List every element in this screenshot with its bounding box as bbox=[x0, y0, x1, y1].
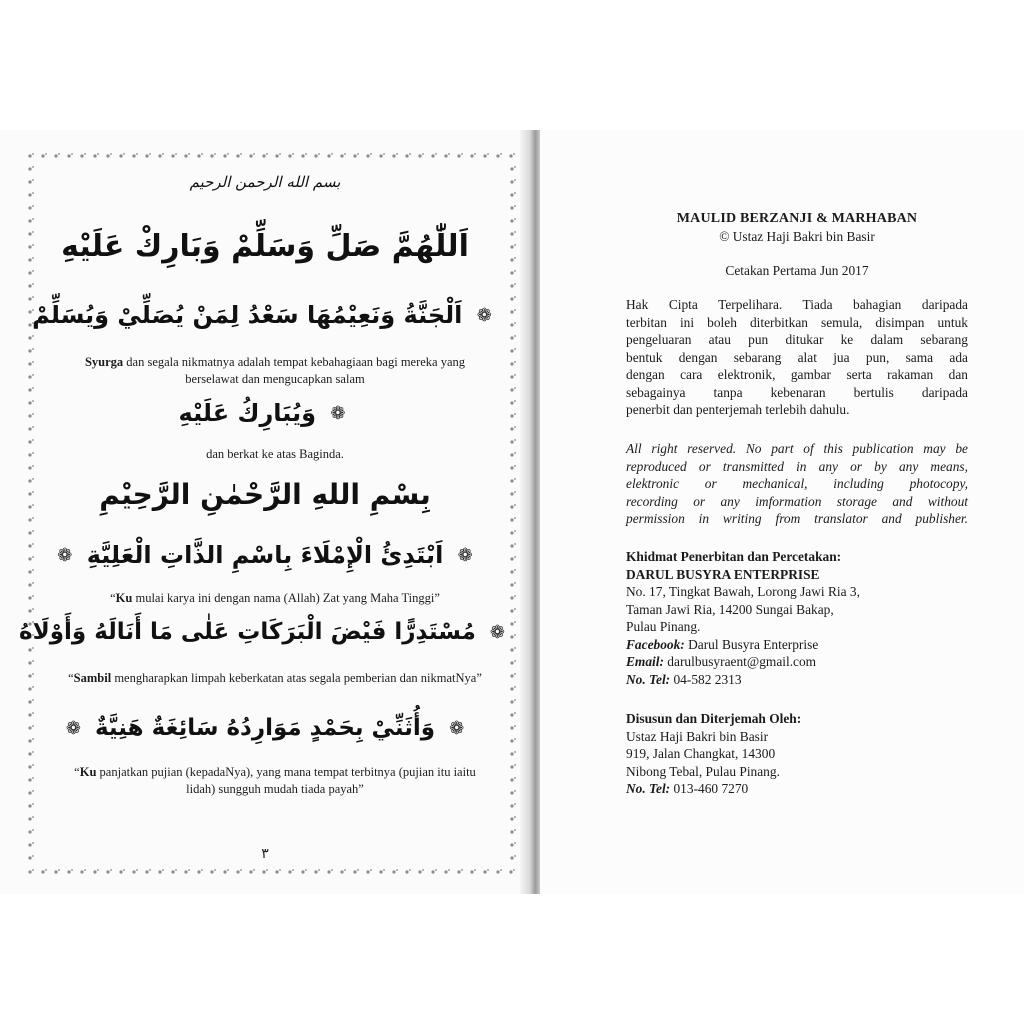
copyright-malay-line: penerbit dan penterjemah terlebih dahulu. bbox=[626, 402, 850, 417]
border-ornament bbox=[510, 426, 516, 431]
publisher-email bbox=[626, 653, 968, 671]
verse-3-flower-icon-right: ❁ bbox=[57, 545, 73, 567]
border-ornament bbox=[510, 803, 516, 808]
publisher-facebook bbox=[626, 636, 968, 654]
verse-4-bold-word: Sambil bbox=[73, 671, 112, 685]
border-ornament bbox=[262, 153, 268, 158]
border-ornament bbox=[28, 153, 34, 158]
border-ornament bbox=[510, 439, 516, 444]
border-ornament bbox=[510, 296, 516, 301]
border-ornament bbox=[171, 153, 177, 158]
border-ornament bbox=[510, 348, 516, 353]
border-ornament bbox=[28, 647, 34, 652]
verse-5-open-quote: “ bbox=[74, 765, 80, 779]
border-ornament bbox=[510, 764, 516, 769]
bismillah-calligraphy: بسم الله الرحمن الرحيم bbox=[189, 173, 341, 191]
border-ornament bbox=[327, 869, 333, 874]
border-ornament bbox=[28, 205, 34, 210]
border-ornament bbox=[236, 153, 242, 158]
border-ornament bbox=[483, 869, 489, 874]
border-ornament bbox=[510, 673, 516, 678]
border-ornament bbox=[28, 829, 34, 834]
publisher-address-line: No. 17, Tingkat Bawah, Lorong Jawi Ria 3, bbox=[626, 584, 860, 599]
border-ornament bbox=[510, 829, 516, 834]
border-ornament bbox=[28, 348, 34, 353]
verse-1-translation bbox=[60, 354, 490, 388]
page-number: ٣ bbox=[261, 846, 269, 862]
border-ornament bbox=[366, 153, 372, 158]
border-ornament bbox=[28, 816, 34, 821]
border-ornament bbox=[496, 153, 502, 158]
border-ornament bbox=[28, 192, 34, 197]
border-ornament bbox=[41, 869, 47, 874]
border-ornament bbox=[510, 374, 516, 379]
copyright-english-line: permission in writing from translator and publisher. bbox=[626, 511, 968, 526]
border-ornament bbox=[93, 153, 99, 158]
publisher-address-line: Taman Jawi Ria, 14200 Sungai Bakap, bbox=[626, 601, 834, 617]
border-ornament bbox=[510, 686, 516, 691]
border-ornament bbox=[275, 869, 281, 874]
copyright-malay-line: terbitan ini boleh diterbitkan semula, disimpan untuk bbox=[626, 314, 968, 330]
border-ornament bbox=[223, 869, 229, 874]
border-ornament bbox=[510, 751, 516, 756]
border-ornament bbox=[379, 153, 385, 158]
border-ornament bbox=[288, 869, 294, 874]
right-page bbox=[540, 130, 1024, 894]
border-ornament bbox=[80, 153, 86, 158]
verse-3-arabic bbox=[0, 542, 530, 568]
border-ornament bbox=[28, 218, 34, 223]
publisher-name: DARUL BUSYRA ENTERPRISE bbox=[626, 566, 820, 582]
border-ornament bbox=[28, 387, 34, 392]
border-ornament bbox=[392, 153, 398, 158]
bismillah-heading: بِسْمِ اللهِ الرَّحْمٰنِ الرَّحِيْمِ bbox=[99, 478, 431, 511]
verse-3-translation bbox=[60, 590, 490, 607]
border-ornament bbox=[510, 777, 516, 782]
publisher-heading: Khidmat Penerbitan dan Percetakan: bbox=[626, 549, 842, 564]
border-ornament bbox=[28, 699, 34, 704]
border-ornament bbox=[379, 869, 385, 874]
border-ornament bbox=[510, 790, 516, 795]
border-ornament bbox=[210, 153, 216, 158]
verse-1-bold-word: Syurga bbox=[84, 355, 124, 369]
border-ornament bbox=[510, 569, 516, 574]
border-ornament bbox=[197, 153, 203, 158]
verse-2-translation: dan berkat ke atas Baginda. bbox=[206, 447, 344, 461]
border-ornament bbox=[132, 869, 138, 874]
border-ornament bbox=[28, 283, 34, 288]
translator-tel bbox=[626, 780, 968, 798]
verse-4-open-quote: “ bbox=[68, 671, 74, 685]
border-ornament bbox=[171, 869, 177, 874]
border-ornament bbox=[510, 530, 516, 535]
border-ornament bbox=[314, 153, 320, 158]
border-ornament bbox=[54, 869, 60, 874]
border-ornament bbox=[405, 153, 411, 158]
verse-1-text: dan segala nikmatnya adalah tempat kebahagiaan bagi mereka yang berselawat dan mengucapkan salam bbox=[123, 355, 466, 386]
border-ornament bbox=[28, 751, 34, 756]
facebook-value: Darul Busyra Enterprise bbox=[684, 636, 819, 652]
verse-5-translation bbox=[60, 764, 490, 798]
border-ornament bbox=[353, 869, 359, 874]
tel-value: 04-582 2313 bbox=[670, 671, 742, 687]
border-ornament bbox=[509, 869, 515, 874]
translator-tel-label: No. Tel: bbox=[626, 781, 671, 796]
border-ornament bbox=[301, 153, 307, 158]
copyright-malay-line: bentuk dengan sebarang alat jua pun, sama ada bbox=[626, 349, 968, 365]
border-ornament bbox=[28, 530, 34, 535]
salawat-heading: اَللّٰهُمَّ صَلِّ وَسَلِّمْ وَبَارِكْ عَلَيْهِ bbox=[61, 229, 469, 264]
border-ornament bbox=[301, 869, 307, 874]
verse-3-arabic-text: اَبْتَدِئُ الْإِمْلَاءَ بِاسْمِ الذَّاتِ الْعَلِيَّةِ bbox=[86, 541, 444, 569]
translator-heading: Disusun dan Diterjemah Oleh: bbox=[626, 711, 802, 726]
border-ornament bbox=[405, 869, 411, 874]
book-spread bbox=[0, 130, 1024, 894]
border-ornament bbox=[145, 869, 151, 874]
verse-5-arabic bbox=[0, 716, 530, 741]
border-ornament bbox=[197, 869, 203, 874]
verse-4-arabic bbox=[0, 620, 530, 645]
border-ornament bbox=[28, 803, 34, 808]
border-ornament bbox=[54, 153, 60, 158]
border-ornament bbox=[510, 452, 516, 457]
border-ornament bbox=[119, 153, 125, 158]
border-ornament bbox=[418, 869, 424, 874]
verse-3-open-quote: “ bbox=[110, 591, 116, 605]
copyright-malay-line: pengeluaran atau pun ditukar ke dalam sebarang bbox=[626, 332, 968, 347]
verse-5-arabic-text: وَأُثَنِّيْ بِحَمْدٍ مَوَارِدُهُ سَائِغَةٌ هَنِيَّةٌ bbox=[94, 715, 436, 741]
border-ornament bbox=[510, 335, 516, 340]
border-ornament bbox=[28, 270, 34, 275]
border-ornament bbox=[510, 660, 516, 665]
border-ornament bbox=[28, 439, 34, 444]
translator-tel-value: 013-460 7270 bbox=[670, 781, 749, 796]
border-ornament bbox=[28, 673, 34, 678]
left-page bbox=[0, 130, 530, 894]
border-ornament bbox=[106, 153, 112, 158]
tel-label: No. Tel: bbox=[626, 671, 671, 687]
border-ornament bbox=[470, 153, 476, 158]
border-ornament bbox=[28, 361, 34, 366]
border-ornament bbox=[510, 517, 516, 522]
verse-4-translation bbox=[60, 670, 490, 687]
border-ornament bbox=[431, 153, 437, 158]
verse-5-flower-icon-right: ❁ bbox=[65, 717, 81, 739]
publisher-tel bbox=[626, 671, 968, 689]
verse-2-arabic bbox=[0, 400, 530, 426]
border-ornament bbox=[340, 153, 346, 158]
verse-3-bold-word: Ku bbox=[115, 591, 133, 605]
verse-4-text: mengharapkan limpah keberkatan atas segala pemberian dan nikmatNya” bbox=[111, 671, 482, 685]
translator-line: 919, Jalan Changkat, 14300 bbox=[626, 746, 776, 761]
border-ornament bbox=[249, 869, 255, 874]
border-ornament bbox=[132, 153, 138, 158]
border-ornament bbox=[510, 608, 516, 613]
border-ornament bbox=[41, 153, 47, 158]
copyright-english bbox=[626, 440, 968, 528]
border-ornament bbox=[28, 869, 34, 874]
border-ornament bbox=[510, 361, 516, 366]
verse-3-text: mulai karya ini dengan nama (Allah) Zat yang Maha Tinggi” bbox=[132, 591, 440, 605]
book-title: MAULID BERZANJI & MARHABAN bbox=[676, 211, 918, 226]
border-ornament bbox=[366, 869, 372, 874]
border-ornament bbox=[145, 153, 151, 158]
border-ornament bbox=[510, 270, 516, 275]
email-label: Email: bbox=[626, 654, 664, 669]
border-ornament bbox=[418, 153, 424, 158]
border-ornament bbox=[28, 335, 34, 340]
border-ornament bbox=[288, 153, 294, 158]
border-ornament bbox=[457, 153, 463, 158]
verse-2-flower-icon: ❁ bbox=[330, 403, 346, 425]
border-ornament bbox=[28, 595, 34, 600]
verse-2-arabic-text: وَيُبَارِكُ عَلَيْهِ bbox=[178, 399, 316, 427]
border-ornament bbox=[496, 869, 502, 874]
border-ornament bbox=[28, 426, 34, 431]
copyright-malay-line: sebagainya tanpa kebenaran bertulis daripada bbox=[626, 384, 968, 400]
border-ornament bbox=[510, 283, 516, 288]
verse-1-arabic bbox=[0, 302, 530, 328]
translator-line: Nibong Tebal, Pulau Pinang. bbox=[626, 763, 780, 779]
publisher-address-line: Pulau Pinang. bbox=[626, 619, 701, 634]
border-ornament bbox=[28, 608, 34, 613]
copyright-english-line: elektronic or mechanical, including photocopy, bbox=[626, 476, 968, 491]
border-ornament bbox=[510, 387, 516, 392]
border-ornament bbox=[28, 777, 34, 782]
email-value: darulbusyraent@gmail.com bbox=[663, 654, 817, 669]
facebook-label: Facebook: bbox=[626, 636, 685, 652]
border-ornament bbox=[483, 153, 489, 158]
border-ornament bbox=[392, 869, 398, 874]
verse-1-flower-icon: ❁ bbox=[476, 305, 492, 327]
border-ornament bbox=[106, 869, 112, 874]
border-ornament bbox=[28, 517, 34, 522]
border-ornament bbox=[509, 153, 515, 158]
copyright-english-line: reproduced or transmitted in any or by any means, bbox=[626, 458, 968, 474]
publisher-block bbox=[626, 548, 968, 688]
border-ornament bbox=[510, 595, 516, 600]
border-ornament bbox=[28, 166, 34, 171]
translator-line: Ustaz Haji Bakri bin Basir bbox=[626, 728, 769, 744]
border-ornament bbox=[67, 153, 73, 158]
border-ornament bbox=[28, 686, 34, 691]
copyright-malay-line: Hak Cipta Terpelihara. Tiada bahagian daripada bbox=[626, 297, 968, 312]
book-author: © Ustaz Haji Bakri bin Basir bbox=[719, 229, 875, 244]
border-ornament bbox=[470, 869, 476, 874]
verse-1-arabic-text: اَلْجَنَّةُ وَنَعِيْمُهَا سَعْدُ لِمَنْ يُصَلِّيْ وَيُسَلِّمْ bbox=[32, 301, 463, 329]
verse-5-flower-icon-left: ❁ bbox=[449, 717, 465, 739]
border-ornament bbox=[80, 869, 86, 874]
border-ornament bbox=[93, 869, 99, 874]
verse-5-bold-word: Ku bbox=[79, 765, 97, 779]
border-ornament bbox=[353, 153, 359, 158]
border-ornament bbox=[28, 764, 34, 769]
border-ornament bbox=[510, 205, 516, 210]
translator-block bbox=[626, 710, 968, 798]
copyright-malay-line: dengan cara elektronik, gambar serta rakaman dan bbox=[626, 367, 968, 382]
border-ornament bbox=[510, 218, 516, 223]
border-ornament bbox=[510, 816, 516, 821]
border-ornament bbox=[28, 296, 34, 301]
border-ornament bbox=[510, 647, 516, 652]
border-ornament bbox=[275, 153, 281, 158]
copyright-malay bbox=[626, 296, 968, 419]
border-ornament bbox=[457, 869, 463, 874]
verse-5-text: panjatkan pujian (kepadaNya), yang mana tempat terbitnya (pujian itu iaitu lidah) sungguh mudah tiada payah” bbox=[96, 765, 476, 796]
border-ornament bbox=[327, 153, 333, 158]
border-ornament bbox=[158, 153, 164, 158]
border-ornament bbox=[236, 869, 242, 874]
edition-info: Cetakan Pertama Jun 2017 bbox=[725, 263, 869, 278]
border-ornament bbox=[249, 153, 255, 158]
border-ornament bbox=[28, 452, 34, 457]
border-ornament bbox=[184, 153, 190, 158]
border-ornament bbox=[444, 869, 450, 874]
border-ornament bbox=[510, 192, 516, 197]
border-ornament bbox=[67, 869, 73, 874]
border-ornament bbox=[262, 869, 268, 874]
border-ornament bbox=[28, 374, 34, 379]
verse-4-arabic-text: مُسْتَدِرًّا فَيْضَ الْبَرَكَاتِ عَلٰى مَا أَنَالَهُ وَأَوْلَاهُ bbox=[19, 619, 476, 645]
border-ornament bbox=[28, 465, 34, 470]
border-ornament bbox=[340, 869, 346, 874]
verse-4-flower-icon: ❁ bbox=[489, 621, 505, 643]
border-ornament bbox=[510, 166, 516, 171]
border-ornament bbox=[510, 699, 516, 704]
verse-3-flower-icon-left: ❁ bbox=[457, 545, 473, 567]
border-ornament bbox=[28, 790, 34, 795]
border-ornament bbox=[158, 869, 164, 874]
border-ornament bbox=[28, 582, 34, 587]
border-ornament bbox=[28, 660, 34, 665]
border-ornament bbox=[223, 153, 229, 158]
copyright-english-line: recording or any imformation storage and without bbox=[626, 493, 968, 509]
border-ornament bbox=[314, 869, 320, 874]
border-ornament bbox=[444, 153, 450, 158]
border-ornament bbox=[510, 465, 516, 470]
border-ornament bbox=[210, 869, 216, 874]
border-ornament bbox=[431, 869, 437, 874]
border-ornament bbox=[119, 869, 125, 874]
border-ornament bbox=[184, 869, 190, 874]
border-ornament bbox=[510, 582, 516, 587]
copyright-english-line: All right reserved. No part of this publication may be bbox=[626, 441, 968, 456]
border-ornament bbox=[28, 569, 34, 574]
